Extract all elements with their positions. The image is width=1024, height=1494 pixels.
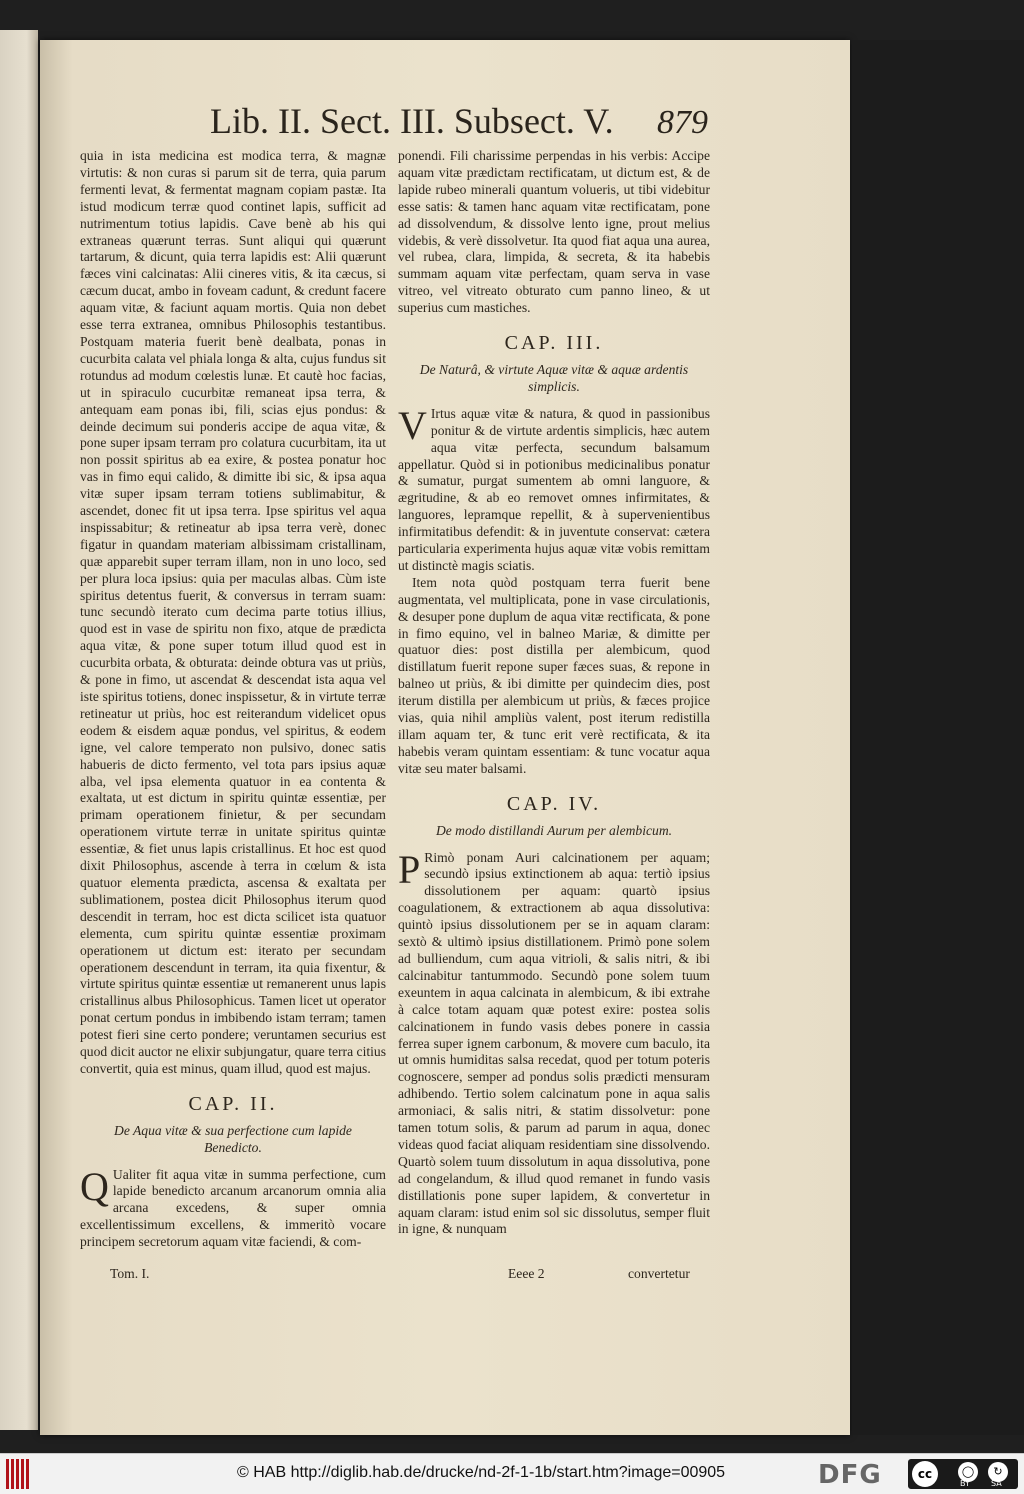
chapter-subtitle: De modo distillandi Aurum per alembicum. [435,822,673,838]
cc-license-badge[interactable] [908,1459,1018,1489]
chapter-text [398,402,710,575]
hab-logo-icon[interactable] [6,1459,32,1489]
left-paragraph: quia in ista medicina est modica terra, & magnæ virtutis: & non curas si parum sit de terra, quia parum fermenti levat, & fermentat magnam copiam pastæ. Ita istud modicum terræ quod continet lapis, sufficit ad nutrimentum totius lapidis. Cave benè ab his qui extraneas quærunt terras. Sunt aliqui qui quærunt tartarum, & dicunt, quia terra lapidis est: Alii quærunt fæces vini calcinatas: Alii cineres vitis, & ita cæcus, si cæcum ducat, ambo in foveam cadunt, & credunt facere aquam vitæ, & faciunt aquam mortis. Quia non debet esse terra extranea, omnibus Philosophis testantibus. Postquam materia fuerit benè dealbata, ponas in cucurbita calata vel phiala longa & alta, cujus fundus sit rotundus ad modum cœlestis lunæ. Et cautè hoc facias, ut in spiraculo cucurbitæ remaneat ipsa terra, & antequam eam ponas ibi, fili, scias ejus pondus: & deinde decimum sui ponderis accipe de aqua vitæ, & pone super ipsam terram pro colatura cucurbitam, ita ut non possit spiritus ab ea exire, & postea ponatur hoc vas in fimo equi calido, & dimitte ibi sic, & ipsa aqua vitæ super ipsam terram totiens sublimabitur, & ascendet, donec fit ut ipsa terra. Ipse spiritus vel aqua inspissabitur; & retineatur ab ipsa terra verè, donec figatur in quandam materiam albissimam cristallinam, quæ apparebit super terram illam, non in uno loco, sed per plura loca ipsius: quia per maculas albas. Cùm iste spiritus detentus fuerit, & conversus in terram suam: tunc secundò iterato cum decima parte totius illius, quod est in vase de spiritu non fixo, atque de prædicta aqua vitæ, & pone super totum illud quod est in cucurbita orbata, & obturata: deinde obtura vas ut priùs, & pone in fimo, ut ascendat & descendat ista aqua vel iste spiritus totiens, donec inspissetur, & in virtute terræ retineatur ut priùs, hoc est reiterandum videlicet opus eodem & eisdem aquæ pondus, vel spiritus, & eodem igne, vel calore temperato non pulsivo, donec satis habueris de dicto fermento, vel tota pars ipsius aquæ alba, vel ipsa elementa quatuor in ea contenta & exaltata, ut est dictum in spiritu quintæ essentiæ, per primam operationem finietur, & per secundam operationem virtute terræ in unitate spiritus quintæ essentiæ, & fiet unus lapis cristallinus. Et hoc est quod dixit Philosophus, ascende à terra in cœlum & ista quatuor elementa prædicta, ascensa & exaltata per sublimationem, postea dicit Philosophus iterum quod descendit in terram, hoc est dicta scilicet ista quatuor elementa, cum spiritu quintæ essentiæ proximam operationem ut dictum est: iterato per secundam operationem descendunt in terram, ita quia fixentur, & virtute spiritus quintæ essentiæ ut remanerent unus lapis cristallinus albus Philosophicus. Tamen licet ut operator ponat certum pondus in imbibendo istam terram; tamen potest fieri sine certo pondere; veruntamen securius est quod dicit auctor ne elixir subjungatur, quare terra citius convertit, quia est minus, quam illud, quod est majus. [80,148,386,1076]
dfg-logo[interactable]: DFG [818,1460,882,1490]
drop-cap: V [398,402,427,448]
drop-cap: P [398,846,421,892]
right-column [398,148,710,1238]
by-label: BY [960,1479,970,1488]
gathering-mark: Eeee 2 [508,1266,545,1281]
chapter-body: Irtus aquæ vitæ & natura, & quod in passionibus ponitur & de virtute ardentis simplicis, hæc autem aqua vitæ perfecta, secundum balsamum appellatur. Quòd si in potionibus medicinalibus ponatur & sumatur, purgat sumentem ab omni languore, & ægritudine, & ab eo removet omnes infirmitates, & languores, lepramque repellit, & à supervenientibus infirmitatibus defendit: & in juventute conservat: cætera particularia experimenta hujus aquæ vitæ vobis remittam ut distinctè magis sciatis. [398,405,710,573]
chapter-paragraph: Item nota quòd postquam terra fuerit bene augmentata, vel multiplicata, pone in vase circulationis, & desuper pone duplum de aqua vitæ rectificata, & pone in fimo equino, vel in balneo Mariæ, & dimitte per quatuor dies: post distilla per alembicum, quod distillatum fuerit repone super fæces suas, & repone in balneo ut priùs, & ibi dimitte per quindecim dies, post iterum distilla per alembicum ut priùs, & fæces projice vias, quia nihil ampliùs valent, post iterum redistilla illam aquam ter, & tunc erit verè rectificata, & ita habebis veram quintam essentiam: & tunc vocatur aqua vitæ seu mater balsami. [398,574,710,776]
chapter-subtitle: De Naturâ, & virtute Aquæ vitæ & aquæ ardentis simplicis. [419,361,689,394]
page-number: 879 [657,104,708,141]
left-column [80,148,386,1251]
chapter-subtitle: De Aqua vitæ & sua perfectione cum lapide Benedicto. [114,1122,352,1155]
previous-page-edge [0,30,38,1430]
copyright-link[interactable]: © HAB http://diglib.hab.de/drucke/nd-2f-1-1b/start.htm?image=00905 [237,1464,726,1481]
chapter-text [80,1163,386,1252]
chapter-heading: CAP. II. [188,1092,278,1115]
drop-cap: Q [80,1163,109,1209]
chapter-heading: CAP. III. [504,332,604,355]
sa-icon: ↻ [988,1462,1008,1482]
footer-bar [0,1453,1024,1494]
right-paragraph: ponendi. Fili charissime perpendas in his verbis: Accipe aquam vitæ prædictam rectificatam, ut dictum est, & de lapide rubeo minerali quantum volueris, ut tibi videbitur esse satis: & tamen hanc aquam vitæ rectificatam, pone ad dissolvendum, & dissolve lento igne, prout melius videbis, & verè dissolvetur. Ita quod fiat aqua una aurea, vel rubea, clara, limpida, & secreta, & ita habebis summam aquam vitæ perfectam, quam serva in vase vitreo, vel vitreato obturato cum panno lineo, & ut superius cum mastiches. [398,148,710,316]
chapter-heading: CAP. IV. [506,792,602,815]
chapter-text [398,846,710,1239]
sa-label: SA [991,1479,1002,1488]
scan-background [852,40,1024,1435]
catchword: convertetur [628,1266,690,1281]
volume-mark: Tom. I. [110,1266,150,1281]
cc-icon: cc [912,1461,938,1487]
chapter-body: Rimò ponam Auri calcinationem per aquam; secundò ipsius extinctionem ab aqua: tertiò ipsius dissolutionem per aquam: quartò ipsius coagulationem, & extractionem ab aqua dissolutiva: quintò ipsius dissolutionem per se in aquam claram: sextò & ultimò ipsius distillationem. Primò pone solem ad bulliendum, cum aqua vitrioli, & salis nitri, & ibi calcinabitur tantummodo. Secundò pone solem tuum exeuntem in aqua calcinata in alembicum, & ibi extrahe à calce totam aquam quæ potest exire: postea solis calcinationem in fundo vasis debes ponere in cassia ferrea super ignem carbonum, & movere cum baculo, ita ut omnis humiditas salsa recedat, quod per totum poteris cognoscere, semper ad pondus solis prædicti mensuram adhibendo. Tertio solem calcinatum pone in aqua salis armoniaci, & salis nitri, & statim dissolvetur: pone tamen totum solis, & parum ad parum in aqua, donec videas quod faciat aliquam residentiam sine dissolvendo. Quartò solem tuum dissolutum in aqua dissolutiva, pone ad congelandum, & illud quod remanet in fundo vasis distillationis pone super lapidem, & convertetur in aquam claram: istud enim sol sic dissolutus, semper fluit in igne, & nunquam [398,849,710,1237]
chapter-body: Ualiter fit aqua vitæ in summa perfectione, cum lapide benedicto arcanum arcanorum omnia alia arcana excedens, & super omnia excellentissimum excellens, & immeritò vocare principem secretorum aquam vitæ faciendi, & com- [80,1166,386,1250]
running-title: Lib. II. Sect. III. Subsect. V. [210,101,614,141]
by-icon: ◯ [958,1462,978,1482]
